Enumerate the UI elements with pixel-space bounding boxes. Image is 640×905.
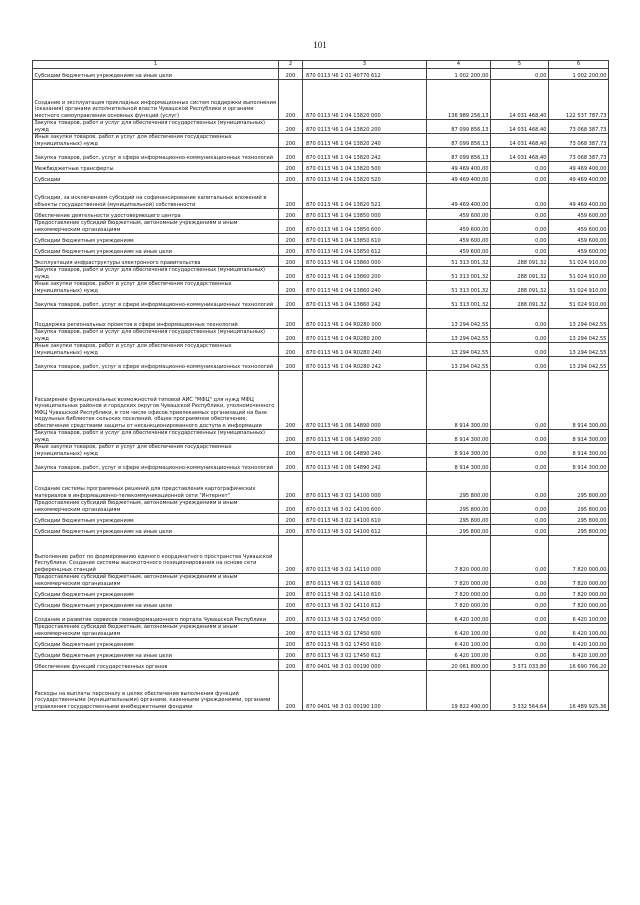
- row-value-col6: 73 068 387,73: [549, 120, 609, 134]
- row-value-col4: 6 420 100,00: [427, 649, 491, 660]
- row-code: 870 0113 Ч6 1 04 13850 600: [303, 220, 427, 234]
- row-value-col4: 7 820 000,00: [427, 588, 491, 599]
- row-value-col5: 0,00: [491, 371, 549, 430]
- row-name: Закупка товаров, работ и услуг для обеспечения государственных (муниципальных) нужд: [33, 120, 279, 134]
- table-row: [33, 660, 609, 671]
- row-value-col4: 7 820 000,00: [427, 574, 491, 588]
- row-name: Иные закупки товаров, работ и услуг для обеспечения государственных (муниципальных) нужд: [33, 444, 279, 458]
- row-value-col5: 0,00: [491, 649, 549, 660]
- row-name: Субсидии: [33, 173, 279, 184]
- row-col2: 200: [279, 120, 303, 134]
- row-name: Предоставление субсидий бюджетным, автономным учреждениям и иным некоммерческим организациям: [33, 220, 279, 234]
- row-code: 870 0113 Ч6 1 04 13820 520: [303, 173, 427, 184]
- row-col2: 200: [279, 173, 303, 184]
- row-value-col4: 13 294 042,55: [427, 343, 491, 357]
- row-value-col6: 7 820 000,00: [549, 536, 609, 574]
- row-name: Предоставление субсидий бюджетным, автономным учреждениям и иным некоммерческим организациям: [33, 624, 279, 638]
- row-value-col6: 459 600,00: [549, 220, 609, 234]
- row-value-col5: 0,00: [491, 525, 549, 536]
- row-value-col6: 295 800,00: [549, 514, 609, 525]
- row-col2: 200: [279, 267, 303, 281]
- row-code: 870 0113 Ч6 3 02 14110 610: [303, 588, 427, 599]
- row-code: 870 0113 Ч6 1 04 13820 200: [303, 120, 427, 134]
- row-code: 870 0401 Ч6 3 01 00190 100: [303, 671, 427, 711]
- row-value-col4: 8 914 300,00: [427, 444, 491, 458]
- row-code: 870 0113 Ч6 1 04 13850 610: [303, 234, 427, 245]
- table-row: [33, 329, 609, 343]
- row-name: Субсидии бюджетным учреждениям на иные цели: [33, 69, 279, 80]
- row-code: 870 0113 Ч6 1 04 13820 521: [303, 184, 427, 209]
- row-value-col5: 0,00: [491, 234, 549, 245]
- row-code: 870 0113 Ч6 1 04 13860 200: [303, 267, 427, 281]
- table-row: [33, 148, 609, 162]
- table-row: [33, 671, 609, 711]
- row-col2: 200: [279, 444, 303, 458]
- row-name: Субсидии бюджетным учреждениям на иные цели: [33, 599, 279, 610]
- row-code: 870 0113 Ч6 3 02 17450 610: [303, 638, 427, 649]
- row-value-col4: 7 820 000,00: [427, 536, 491, 574]
- row-value-col4: 459 600,00: [427, 245, 491, 256]
- row-value-col4: 87 099 856,13: [427, 134, 491, 148]
- row-value-col5: 14 031 468,40: [491, 120, 549, 134]
- row-value-col6: 6 420 100,00: [549, 624, 609, 638]
- row-col2: 200: [279, 610, 303, 624]
- row-col2: 200: [279, 256, 303, 267]
- row-value-col4: 295 800,00: [427, 514, 491, 525]
- row-value-col6: 13 294 042,55: [549, 343, 609, 357]
- row-value-col5: 0,00: [491, 343, 549, 357]
- row-value-col4: 295 800,00: [427, 472, 491, 500]
- row-col2: 200: [279, 599, 303, 610]
- header-cell: 4: [427, 61, 491, 69]
- row-value-col4: 459 600,00: [427, 234, 491, 245]
- row-name: Субсидии бюджетным учреждениям: [33, 638, 279, 649]
- row-value-col5: 0,00: [491, 357, 549, 371]
- row-value-col6: 8 914 300,00: [549, 430, 609, 444]
- header-cell: 2: [279, 61, 303, 69]
- row-value-col4: 51 313 001,32: [427, 281, 491, 295]
- row-value-col4: 87 099 856,13: [427, 120, 491, 134]
- row-name: Поддержка региональных проектов в сфере информационных технологий: [33, 309, 279, 329]
- row-value-col5: 0,00: [491, 329, 549, 343]
- row-value-col4: 6 420 100,00: [427, 624, 491, 638]
- table-row: [33, 234, 609, 245]
- row-value-col5: 0,00: [491, 209, 549, 220]
- row-name: Субсидии бюджетным учреждениям: [33, 234, 279, 245]
- row-value-col5: 288 091,32: [491, 267, 549, 281]
- row-name: Закупка товаров, работ и услуг для обеспечения государственных (муниципальных) нужд: [33, 267, 279, 281]
- header-cell: 5: [491, 61, 549, 69]
- row-value-col4: 49 469 400,00: [427, 173, 491, 184]
- row-name: Предоставление субсидий бюджетным, автономным учреждениям и иным некоммерческим организациям: [33, 574, 279, 588]
- row-value-col6: 6 420 100,00: [549, 638, 609, 649]
- row-value-col4: 295 800,00: [427, 525, 491, 536]
- row-value-col4: 295 800,00: [427, 500, 491, 514]
- row-value-col5: 0,00: [491, 245, 549, 256]
- row-value-col4: 13 294 042,55: [427, 357, 491, 371]
- row-col2: 200: [279, 245, 303, 256]
- row-value-col6: 13 294 042,55: [549, 309, 609, 329]
- table-row: [33, 357, 609, 371]
- row-name: Создание и развитие сервисов геоинформационного портала Чувашской Республики: [33, 610, 279, 624]
- row-name: Расходы на выплаты персоналу в целях обеспечения выполнения функций государственными (муниципальными) органами, казенными учреждениями, органами управления государственными внебюджетными фондами: [33, 671, 279, 711]
- row-value-col4: 19 822 490,00: [427, 671, 491, 711]
- row-name: Закупка товаров, работ, услуг в сфере информационно-коммуникационных технологий: [33, 148, 279, 162]
- table-body: [33, 69, 609, 711]
- row-value-col4: 6 420 100,00: [427, 638, 491, 649]
- table-row: [33, 162, 609, 173]
- table-row: [33, 256, 609, 267]
- table-row: [33, 134, 609, 148]
- row-value-col5: 0,00: [491, 220, 549, 234]
- row-code: 870 0113 Ч6 1 04 13850 000: [303, 209, 427, 220]
- row-name: Иные закупки товаров, работ и услуг для обеспечения государственных (муниципальных) нужд: [33, 281, 279, 295]
- row-value-col6: 13 294 042,55: [549, 329, 609, 343]
- row-value-col4: 51 313 001,32: [427, 295, 491, 309]
- row-value-col6: 51 024 910,00: [549, 281, 609, 295]
- row-code: 870 0113 Ч6 3 02 17450 000: [303, 610, 427, 624]
- row-name: Расширение функциональных возможностей типовой АИС "МФЦ" для нужд МФЦ муниципальных районов и городских округов Чувашской Республики, уполномоченного МФЦ Чувашской Республики, в том числе офисов привлекаемых организаций на базе модульных библиотек сельских поселений, общее программное обеспечение, обеспечение средствами защиты от несанкционированного доступа к информации: [33, 371, 279, 430]
- row-name: Закупка товаров, работ и услуг для обеспечения государственных (муниципальных) нужд: [33, 430, 279, 444]
- table-header-row: [33, 61, 609, 69]
- table-row: [33, 80, 609, 120]
- row-value-col4: 8 914 300,00: [427, 458, 491, 472]
- table-row: [33, 458, 609, 472]
- table-row: [33, 69, 609, 80]
- row-value-col4: 6 420 100,00: [427, 610, 491, 624]
- row-value-col5: 0,00: [491, 588, 549, 599]
- row-col2: 200: [279, 472, 303, 500]
- table-row: [33, 444, 609, 458]
- row-col2: 200: [279, 69, 303, 80]
- row-name: Обеспечение деятельности удостоверяющего центра: [33, 209, 279, 220]
- row-value-col5: 0,00: [491, 458, 549, 472]
- row-value-col6: 295 800,00: [549, 472, 609, 500]
- table-row: [33, 514, 609, 525]
- row-value-col5: 0,00: [491, 599, 549, 610]
- table-row: [33, 472, 609, 500]
- row-name: Закупка товаров, работ и услуг для обеспечения государственных (муниципальных) нужд: [33, 329, 279, 343]
- row-value-col5: 0,00: [491, 472, 549, 500]
- table-row: [33, 220, 609, 234]
- row-code: 870 0113 Ч6 3 02 17450 612: [303, 649, 427, 660]
- header-cell: 1: [33, 61, 279, 69]
- row-value-col4: 1 002 200,00: [427, 69, 491, 80]
- row-col2: 200: [279, 624, 303, 638]
- row-col2: 200: [279, 588, 303, 599]
- row-value-col4: 51 313 001,32: [427, 267, 491, 281]
- row-value-col6: 49 469 400,00: [549, 173, 609, 184]
- row-code: 870 0401 Ч6 3 01 00190 000: [303, 660, 427, 671]
- row-value-col5: 288 091,32: [491, 281, 549, 295]
- row-value-col4: 8 914 300,00: [427, 371, 491, 430]
- row-col2: 200: [279, 343, 303, 357]
- row-name: Субсидии бюджетным учреждениям на иные цели: [33, 649, 279, 660]
- row-value-col5: 14 031 468,40: [491, 134, 549, 148]
- row-code: 870 0113 Ч6 1 06 14890 240: [303, 444, 427, 458]
- budget-table: [32, 60, 609, 711]
- row-value-col5: 0,00: [491, 638, 549, 649]
- row-name: Иные закупки товаров, работ и услуг для обеспечения государственных (муниципальных) нужд: [33, 134, 279, 148]
- row-code: 870 0113 Ч6 3 02 14100 612: [303, 525, 427, 536]
- row-name: Иные закупки товаров, работ и услуг для обеспечения государственных (муниципальных) нужд: [33, 343, 279, 357]
- row-code: 870 0113 Ч6 1 04 R0280 242: [303, 357, 427, 371]
- row-code: 870 0113 Ч6 1 04 13820 242: [303, 148, 427, 162]
- row-value-col5: 288 091,32: [491, 256, 549, 267]
- table-row: [33, 500, 609, 514]
- row-value-col6: 295 800,00: [549, 525, 609, 536]
- row-code: 870 0113 Ч6 1 06 14890 000: [303, 371, 427, 430]
- row-code: 870 0113 Ч6 1 04 13820 500: [303, 162, 427, 173]
- row-col2: 200: [279, 295, 303, 309]
- row-col2: 200: [279, 500, 303, 514]
- table-row: [33, 209, 609, 220]
- row-value-col6: 13 294 042,55: [549, 357, 609, 371]
- row-col2: 200: [279, 80, 303, 120]
- row-value-col6: 51 024 910,00: [549, 267, 609, 281]
- row-name: Обеспечение функций государственных органов: [33, 660, 279, 671]
- table-row: [33, 588, 609, 599]
- row-value-col6: 6 420 100,00: [549, 649, 609, 660]
- row-name: Выполнение работ по формированию единого координатного пространства Чувашской Республики. Создание системы высокоточного позиционирования на основе сети референцных станций: [33, 536, 279, 574]
- row-name: Закупка товаров, работ, услуг в сфере информационно-коммуникационных технологий: [33, 295, 279, 309]
- table-row: [33, 120, 609, 134]
- row-code: 870 0113 Ч6 1 04 13860 000: [303, 256, 427, 267]
- row-value-col6: 8 914 300,00: [549, 371, 609, 430]
- row-col2: 200: [279, 357, 303, 371]
- row-value-col6: 16 489 925,36: [549, 671, 609, 711]
- row-value-col5: 14 031 468,40: [491, 148, 549, 162]
- row-value-col6: 8 914 300,00: [549, 458, 609, 472]
- table-row: [33, 184, 609, 209]
- row-col2: 200: [279, 184, 303, 209]
- row-value-col5: 0,00: [491, 173, 549, 184]
- row-value-col5: 0,00: [491, 162, 549, 173]
- row-code: 870 0113 Ч6 3 02 17450 600: [303, 624, 427, 638]
- row-col2: 200: [279, 371, 303, 430]
- table-row: [33, 525, 609, 536]
- row-code: 870 0113 Ч6 1 04 13820 000: [303, 80, 427, 120]
- row-name: Субсидии бюджетным учреждениям на иные цели: [33, 525, 279, 536]
- table-row: [33, 343, 609, 357]
- row-col2: 200: [279, 281, 303, 295]
- row-value-col4: 87 099 856,13: [427, 148, 491, 162]
- row-value-col6: 8 914 300,00: [549, 444, 609, 458]
- row-col2: 200: [279, 514, 303, 525]
- row-code: 870 0113 Ч6 3 02 14100 610: [303, 514, 427, 525]
- row-value-col5: 0,00: [491, 309, 549, 329]
- row-name: Субсидии, за исключением субсидий на софинансирование капитальных вложений в объекты государственной (муниципальной) собственности: [33, 184, 279, 209]
- row-value-col4: 13 294 042,55: [427, 329, 491, 343]
- header-cell: 3: [303, 61, 427, 69]
- row-code: 870 0113 Ч6 1 04 13860 242: [303, 295, 427, 309]
- row-code: 870 0113 Ч6 1 04 R0280 200: [303, 329, 427, 343]
- row-value-col6: 73 068 387,73: [549, 134, 609, 148]
- row-code: 870 0113 Ч6 3 02 14100 600: [303, 500, 427, 514]
- row-value-col6: 459 600,00: [549, 234, 609, 245]
- table-row: [33, 536, 609, 574]
- row-value-col4: 49 469 400,00: [427, 184, 491, 209]
- row-code: 870 0113 Ч6 3 02 14110 600: [303, 574, 427, 588]
- row-value-col4: 13 294 042,55: [427, 309, 491, 329]
- row-value-col4: 51 313 001,32: [427, 256, 491, 267]
- table-row: [33, 649, 609, 660]
- row-value-col5: 3 371 033,80: [491, 660, 549, 671]
- row-col2: 200: [279, 525, 303, 536]
- page-number: 101: [313, 40, 327, 50]
- row-value-col5: 0,00: [491, 430, 549, 444]
- table-row: [33, 430, 609, 444]
- table-row: [33, 173, 609, 184]
- row-value-col6: 459 600,00: [549, 209, 609, 220]
- row-value-col4: 7 820 000,00: [427, 599, 491, 610]
- row-code: 870 0113 Ч6 1 06 14890 200: [303, 430, 427, 444]
- row-col2: 200: [279, 162, 303, 173]
- row-code: 870 0113 Ч6 1 06 14890 242: [303, 458, 427, 472]
- row-col2: 200: [279, 671, 303, 711]
- row-value-col6: 7 820 000,00: [549, 588, 609, 599]
- row-value-col4: 459 600,00: [427, 220, 491, 234]
- row-value-col5: 0,00: [491, 69, 549, 80]
- row-name: Субсидии бюджетным учреждениям: [33, 514, 279, 525]
- row-value-col6: 1 002 200,00: [549, 69, 609, 80]
- row-value-col6: 6 420 100,00: [549, 610, 609, 624]
- row-code: 870 0113 Ч6 1 01 40770 612: [303, 69, 427, 80]
- row-col2: 200: [279, 638, 303, 649]
- row-value-col5: 288 091,32: [491, 295, 549, 309]
- table-row: [33, 610, 609, 624]
- row-value-col5: 14 031 468,40: [491, 80, 549, 120]
- row-value-col4: 136 989 256,13: [427, 80, 491, 120]
- row-name: Создание системы программных решений для представления картографических материалов в информационно-телекоммуникационной сети "Интернет": [33, 472, 279, 500]
- row-value-col6: 51 024 910,00: [549, 256, 609, 267]
- row-value-col6: 49 469 400,00: [549, 162, 609, 173]
- table-row: [33, 309, 609, 329]
- row-value-col5: 0,00: [491, 500, 549, 514]
- row-value-col4: 459 600,00: [427, 209, 491, 220]
- row-value-col5: 0,00: [491, 444, 549, 458]
- table-row: [33, 599, 609, 610]
- row-value-col5: 3 332 564,64: [491, 671, 549, 711]
- table-row: [33, 295, 609, 309]
- row-code: 870 0113 Ч6 1 04 13820 240: [303, 134, 427, 148]
- row-value-col6: 122 537 787,73: [549, 80, 609, 120]
- row-code: 870 0113 Ч6 1 04 13850 612: [303, 245, 427, 256]
- row-name: Субсидии бюджетным учреждениям на иные цели: [33, 245, 279, 256]
- row-value-col6: 16 690 766,20: [549, 660, 609, 671]
- row-code: 870 0113 Ч6 3 02 14100 000: [303, 472, 427, 500]
- row-code: 870 0113 Ч6 3 02 14110 612: [303, 599, 427, 610]
- row-value-col5: 0,00: [491, 574, 549, 588]
- row-col2: 200: [279, 649, 303, 660]
- row-name: Закупка товаров, работ, услуг в сфере информационно-коммуникационных технологий: [33, 458, 279, 472]
- row-value-col6: 459 600,00: [549, 245, 609, 256]
- row-col2: 200: [279, 234, 303, 245]
- row-col2: 200: [279, 309, 303, 329]
- row-value-col6: 7 820 000,00: [549, 599, 609, 610]
- row-code: 870 0113 Ч6 3 02 14110 000: [303, 536, 427, 574]
- row-col2: 200: [279, 220, 303, 234]
- row-value-col6: 7 820 000,00: [549, 574, 609, 588]
- row-col2: 200: [279, 329, 303, 343]
- row-value-col5: 0,00: [491, 624, 549, 638]
- row-value-col6: 51 024 910,00: [549, 295, 609, 309]
- row-col2: 200: [279, 209, 303, 220]
- row-name: Создание и эксплуатация прикладных информационных систем поддержки выполнения (оказания) органами исполнительной власти Чувашской Республики и органами местного самоуправления основных функций (услуг): [33, 80, 279, 120]
- row-value-col4: 8 914 300,00: [427, 430, 491, 444]
- row-name: Предоставление субсидий бюджетным, автономным учреждениям и иным некоммерческим организациям: [33, 500, 279, 514]
- row-value-col6: 73 068 387,73: [549, 148, 609, 162]
- row-value-col4: 49 469 400,00: [427, 162, 491, 173]
- table-row: [33, 638, 609, 649]
- row-value-col6: 49 469 400,00: [549, 184, 609, 209]
- row-value-col5: 0,00: [491, 536, 549, 574]
- table-row: [33, 371, 609, 430]
- row-name: Закупка товаров, работ, услуг в сфере информационно-коммуникационных технологий: [33, 357, 279, 371]
- row-col2: 200: [279, 134, 303, 148]
- row-code: 870 0113 Ч6 1 04 13860 240: [303, 281, 427, 295]
- row-name: Межбюджетные трансферты: [33, 162, 279, 173]
- row-col2: 200: [279, 574, 303, 588]
- row-value-col5: 0,00: [491, 184, 549, 209]
- row-value-col5: 0,00: [491, 610, 549, 624]
- row-code: 870 0113 Ч6 1 04 R0280 240: [303, 343, 427, 357]
- row-name: Субсидии бюджетным учреждениям: [33, 588, 279, 599]
- table-row: [33, 281, 609, 295]
- table-row: [33, 624, 609, 638]
- row-value-col5: 0,00: [491, 514, 549, 525]
- row-value-col6: 295 800,00: [549, 500, 609, 514]
- row-code: 870 0113 Ч6 1 04 R0280 000: [303, 309, 427, 329]
- table-row: [33, 245, 609, 256]
- table-row: [33, 574, 609, 588]
- table-row: [33, 267, 609, 281]
- row-value-col4: 20 061 800,00: [427, 660, 491, 671]
- row-name: Эксплуатация инфраструктуры электронного правительства: [33, 256, 279, 267]
- row-col2: 200: [279, 660, 303, 671]
- header-cell: 6: [549, 61, 609, 69]
- row-col2: 200: [279, 430, 303, 444]
- row-col2: 200: [279, 536, 303, 574]
- row-col2: 200: [279, 458, 303, 472]
- row-col2: 200: [279, 148, 303, 162]
